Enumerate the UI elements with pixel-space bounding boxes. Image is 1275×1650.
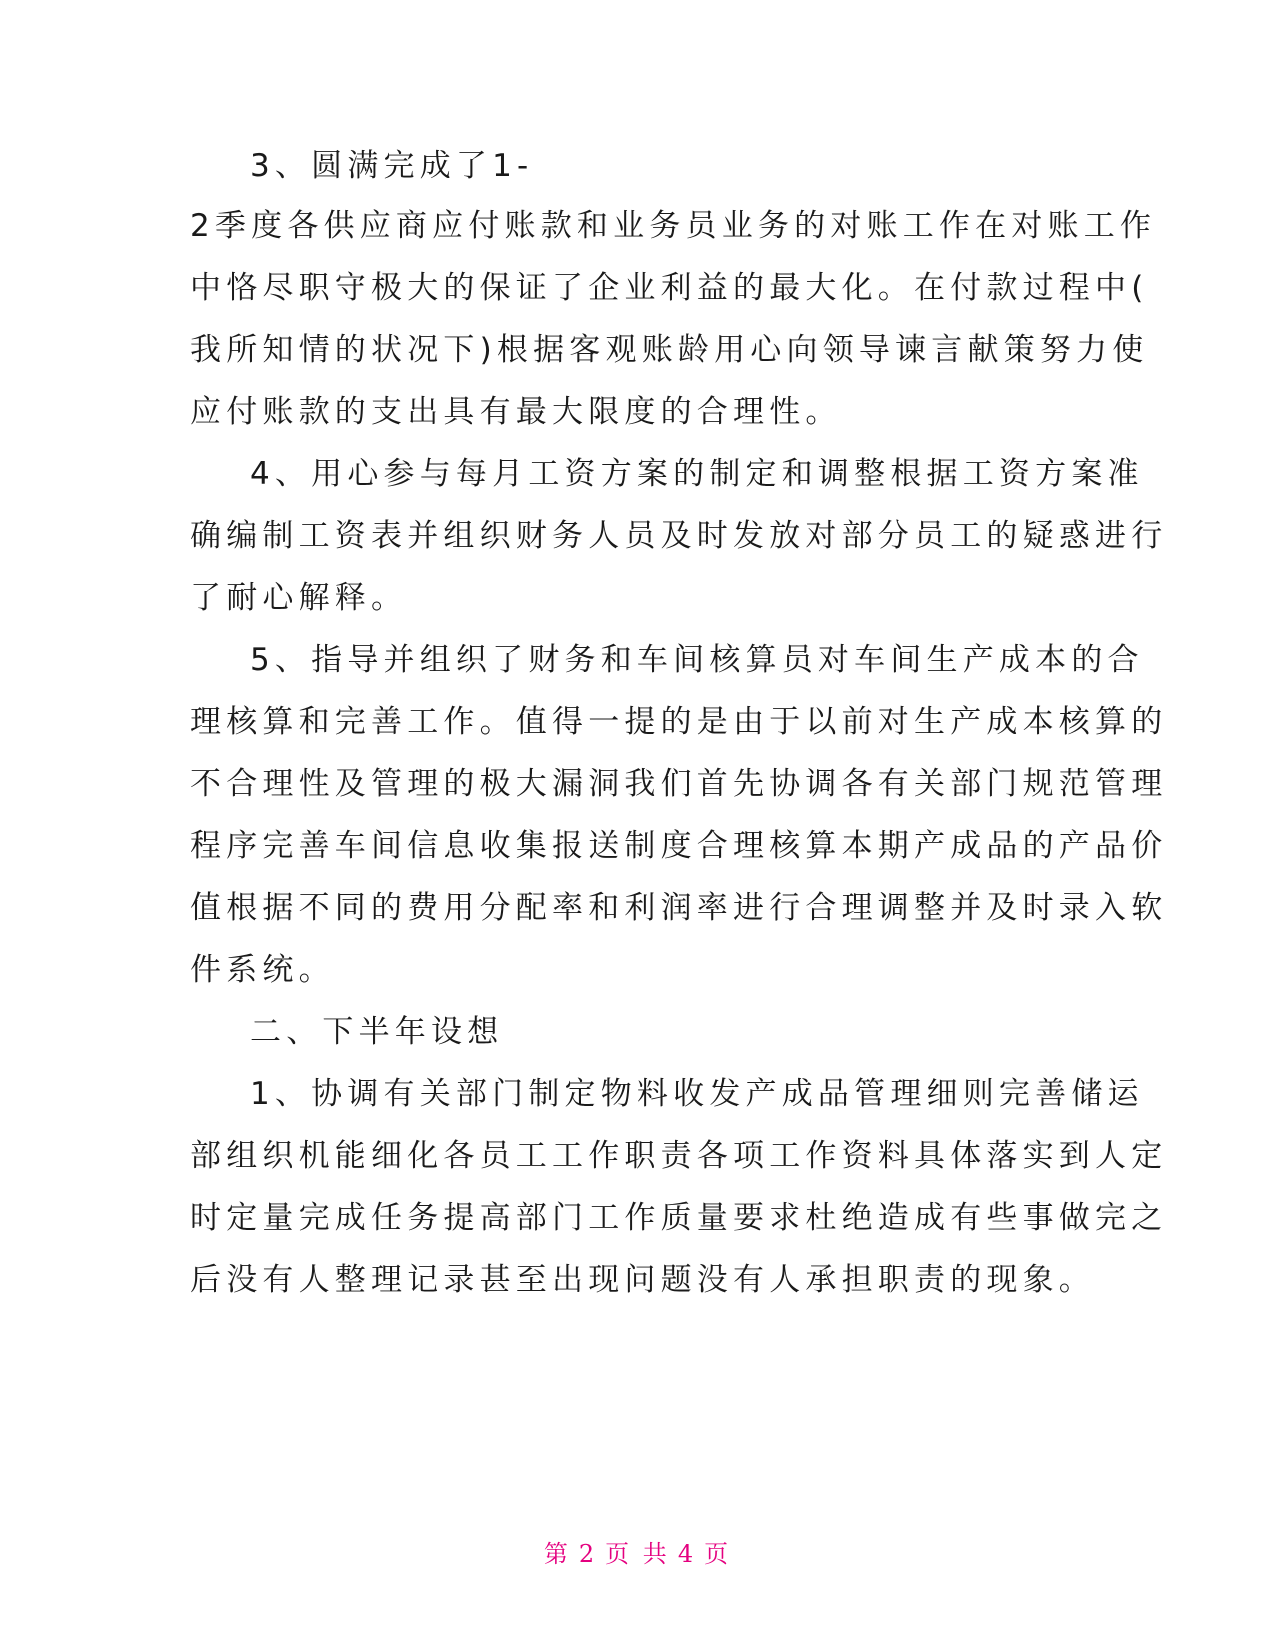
paragraph-line: 了耐心解释。	[190, 580, 408, 616]
page-footer	[0, 1534, 1275, 1569]
paragraph-line: 后没有人整理记录甚至出现问题没有人承担职责的现象。	[190, 1262, 1095, 1298]
paragraph-line: 1、协调有关部门制定物料收发产成品管理细则完善储运	[250, 1076, 1144, 1112]
paragraph-line: 4、用心参与每月工资方案的制定和调整根据工资方案准	[250, 456, 1144, 492]
paragraph-line: 理核算和完善工作。值得一提的是由于以前对生产成本核算的	[190, 704, 1168, 740]
current-page-number: 2	[578, 1540, 598, 1568]
paragraph-line: 应付账款的支出具有最大限度的合理性。	[190, 394, 842, 430]
paragraph-line: 部组织机能细化各员工工作职责各项工作资料具体落实到人定	[190, 1138, 1168, 1174]
total-pages-number: 4	[677, 1540, 697, 1568]
paragraph-line: 5、指导并组织了财务和车间核算员对车间生产成本的合	[250, 642, 1144, 678]
paragraph-line: 中恪尽职守极大的保证了企业利益的最大化。在付款过程中(	[190, 270, 1149, 306]
paragraph-line: 件系统。	[190, 952, 335, 988]
footer-middle: 页 共	[605, 1540, 670, 1568]
paragraph-line: 程序完善车间信息收集报送制度合理核算本期产成品的产品价	[190, 828, 1168, 864]
paragraph-line: 不合理性及管理的极大漏洞我们首先协调各有关部门规范管理	[190, 766, 1168, 802]
footer-prefix: 第	[543, 1540, 571, 1568]
paragraph-line: 2季度各供应商应付账款和业务员业务的对账工作在对账工作	[190, 208, 1157, 244]
footer-suffix: 页	[704, 1540, 732, 1568]
paragraph-line: 值根据不同的费用分配率和利润率进行合理调整并及时录入软	[190, 890, 1168, 926]
paragraph-line: 时定量完成任务提高部门工作质量要求杜绝造成有些事做完之	[190, 1200, 1168, 1236]
paragraph-line: 确编制工资表并组织财务人员及时发放对部分员工的疑惑进行	[190, 518, 1168, 554]
section-heading: 二、下半年设想	[250, 1014, 504, 1050]
paragraph-line: 3、圆满完成了1-	[250, 148, 534, 184]
paragraph-line: 我所知情的状况下)根据客观账龄用心向领导谏言献策努力使	[190, 332, 1149, 368]
